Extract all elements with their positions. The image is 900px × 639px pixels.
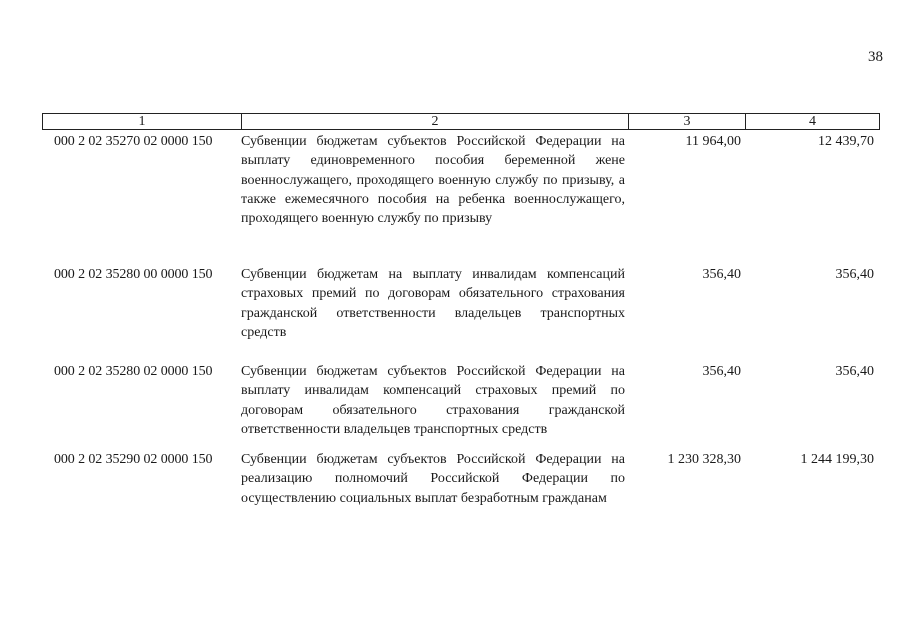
amount-col4: 1 244 199,30 <box>800 452 874 467</box>
amount-col4: 356,40 <box>835 267 874 282</box>
page-number: 38 <box>868 49 883 65</box>
budget-code: 000 2 02 35280 00 0000 150 <box>54 267 213 282</box>
column-header-3: 3 <box>629 114 746 130</box>
amount-col3: 1 230 328,30 <box>667 452 741 467</box>
budget-code: 000 2 02 35290 02 0000 150 <box>54 452 213 467</box>
amount-col4: 12 439,70 <box>818 134 874 149</box>
amount-col3: 11 964,00 <box>685 134 741 149</box>
column-header-row <box>43 114 880 130</box>
column-header-1: 1 <box>43 114 242 130</box>
amount-col4: 356,40 <box>835 364 874 379</box>
row-description: Субвенции бюджетам субъектов Российской Федерации на выплату единовременного пособия беременной жене военнослужащего, проходящего военную службу по призыву, а также ежемесячного пособия на ребенка военнослужащего, проходящего военную службу по призыву <box>241 134 625 227</box>
row-description: Субвенции бюджетам субъектов Российской Федерации на выплату инвалидам компенсаций страховых премий по договорам обязательного страхования гражданской ответственности владельцев транспортных средств <box>241 364 625 437</box>
budget-code: 000 2 02 35270 02 0000 150 <box>54 134 213 149</box>
amount-col3: 356,40 <box>702 364 741 379</box>
amount-col3: 356,40 <box>702 267 741 282</box>
budget-code: 000 2 02 35280 02 0000 150 <box>54 364 213 379</box>
column-header-table <box>42 113 880 130</box>
row-description: Субвенции бюджетам на выплату инвалидам компенсаций страховых премий по договорам обязательного страхования гражданской ответственности владельцев транспортных средств <box>241 267 625 340</box>
row-description: Субвенции бюджетам субъектов Российской Федерации на реализацию полномочий Российской Федерации по осуществлению социальных выплат безработным гражданам <box>241 452 625 506</box>
column-header-2: 2 <box>242 114 629 130</box>
column-header-4: 4 <box>746 114 880 130</box>
